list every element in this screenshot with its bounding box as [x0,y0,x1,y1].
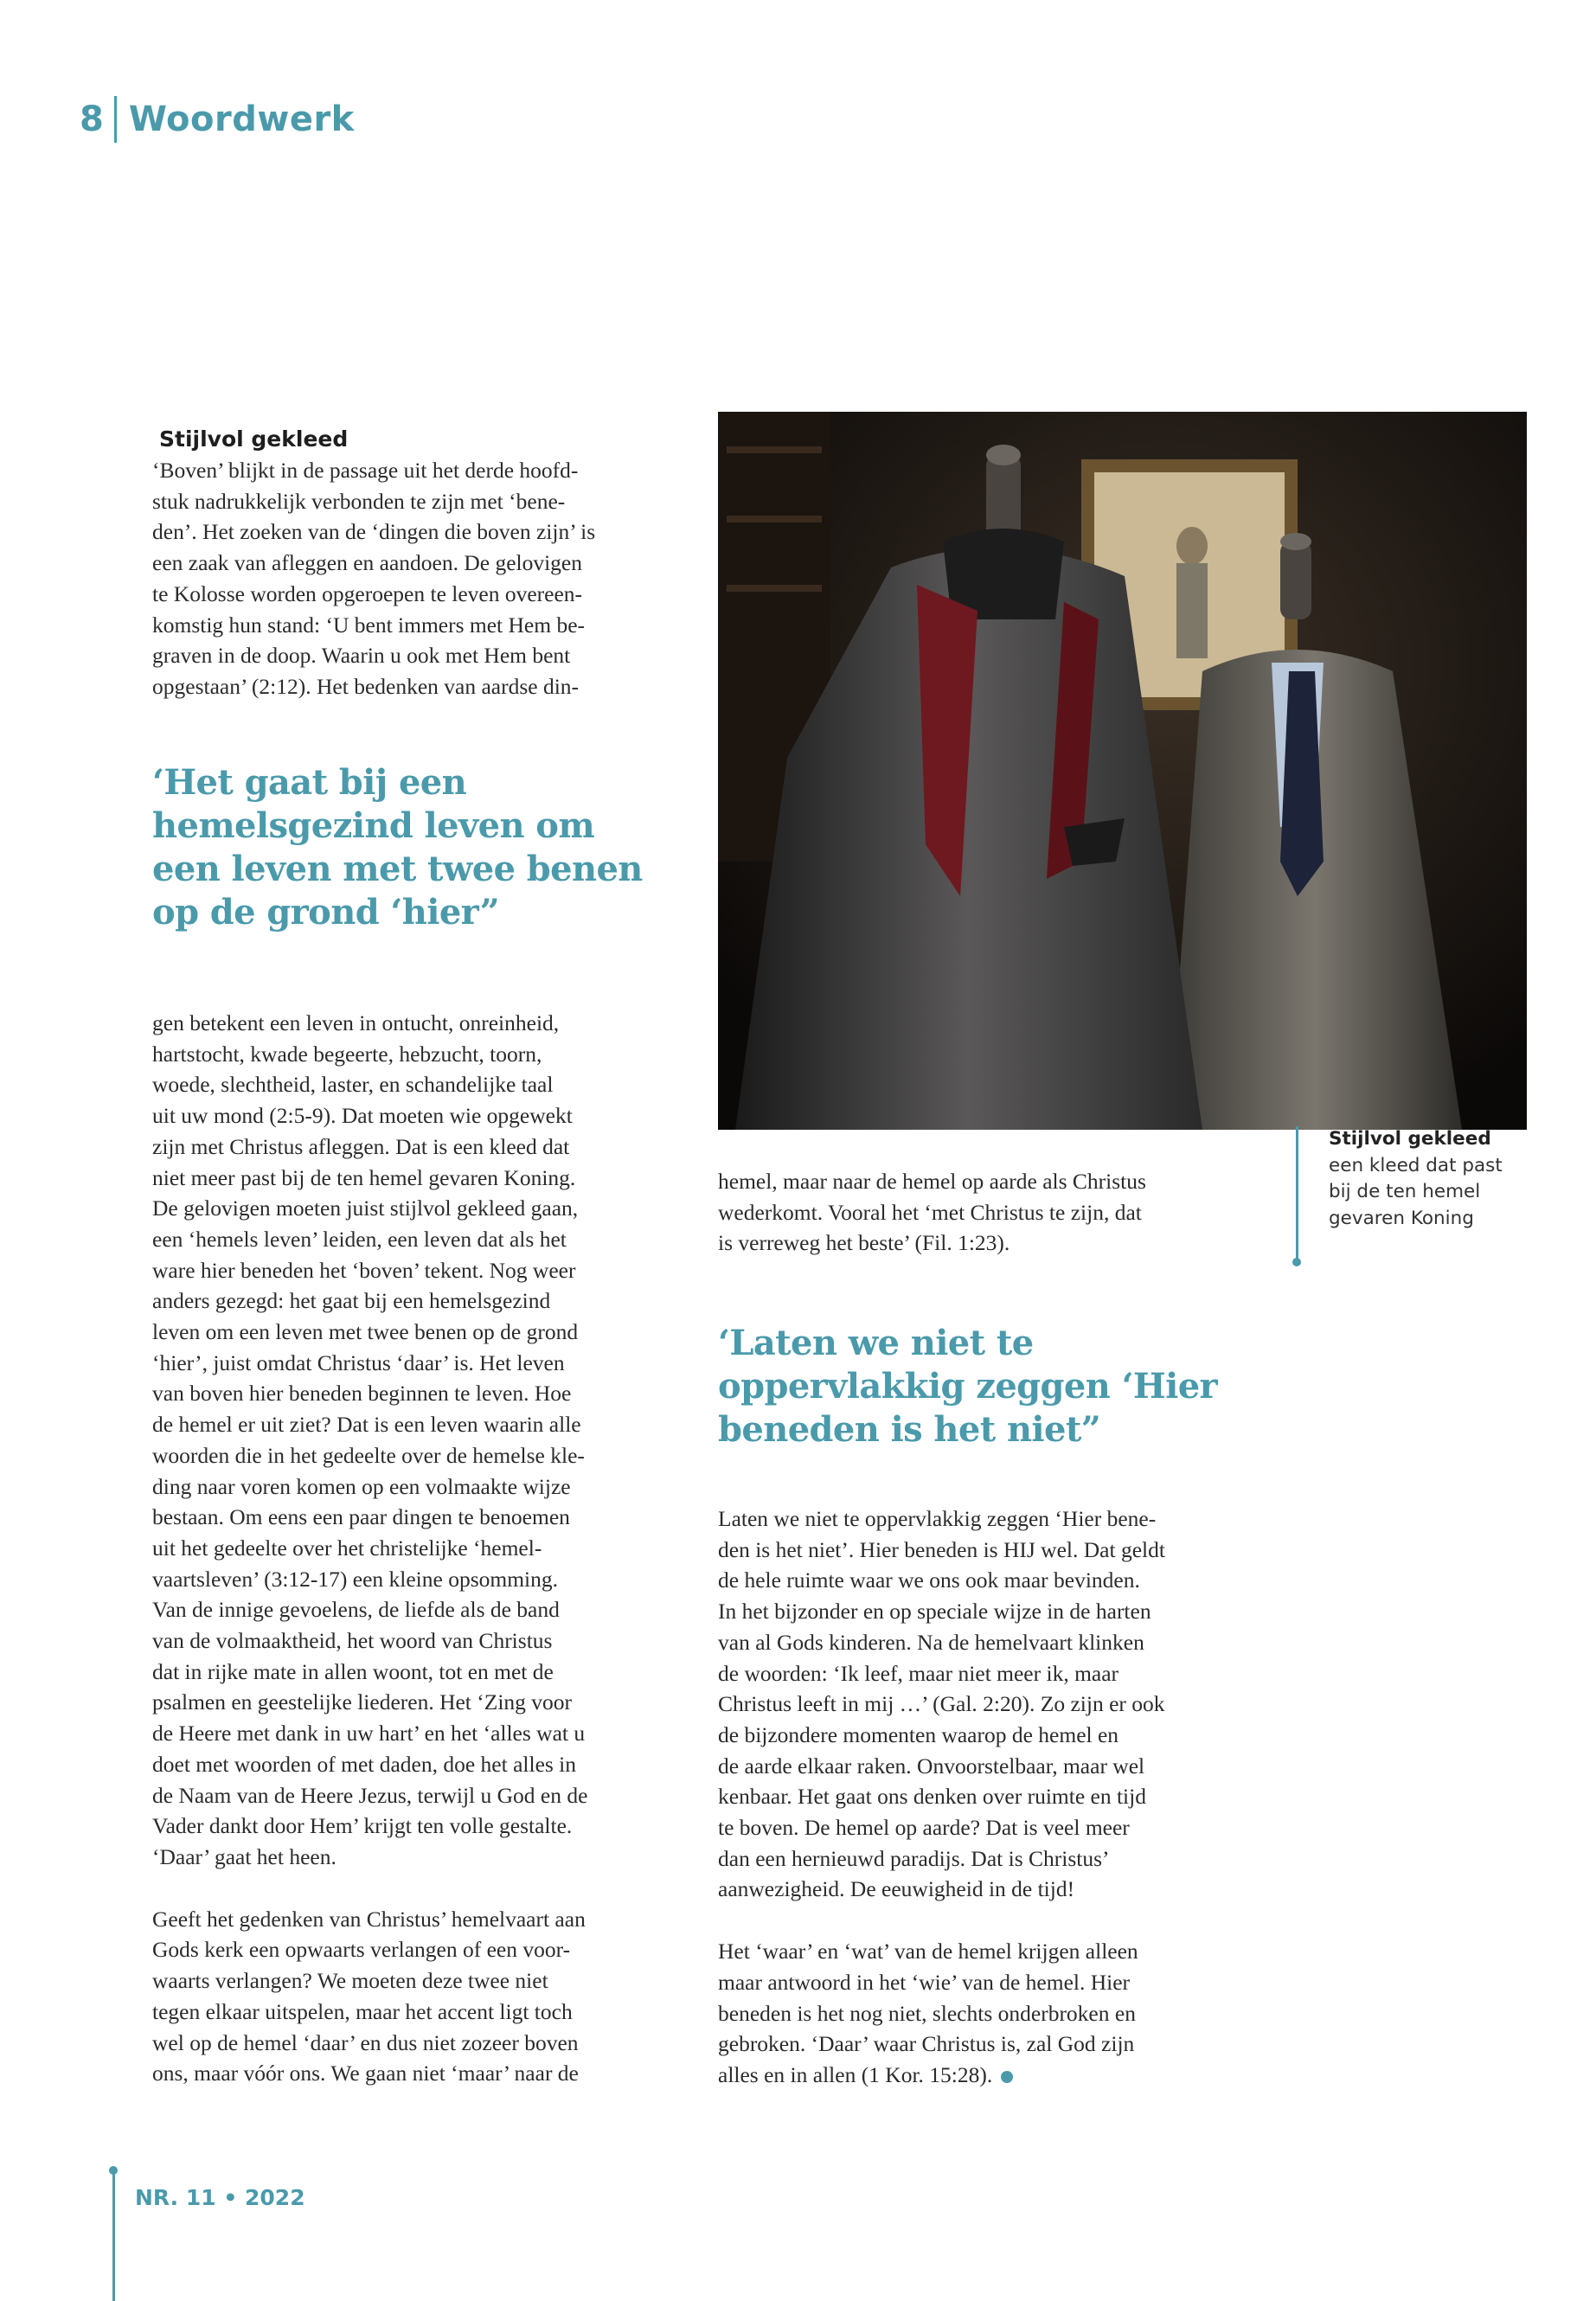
caption-title: Stijlvol gekleed [1329,1128,1491,1150]
body-paragraph: hemel, maar naar de hemel op aarde als Christus wederkomt. Vooral het ‘met Christus te zijn, dat is verreweg het beste’ (Fil. 1:23). [718,1169,1146,1256]
footer-line [112,2173,115,2301]
intro-paragraph: ‘Boven’ blijkt in de passage uit het derde hoofd- stuk nadrukkelijk verbonden te zijn met ‘bene- den’. Het zoeken van de ‘dingen die boven zijn’ is een zaak van afleggen en aandoen. De gelovigen te Kolosse worden opgeroepen te leven overeen- komstig hun stand: ‘U bent immers met Hem be- graven in de doop. Waarin u ook met Hem bent opgestaan’ (2:12). Het bedenken van aardse din- [152,458,596,699]
subheading: Stijlvol gekleed [159,426,349,452]
mannequin-suits-image [718,412,1527,1130]
suits-photo [718,412,1527,1130]
body-paragraph: Geeft het gedenken van Christus’ hemelvaart aan Gods kerk een opwaarts verlangen of een voor- waarts verlangen? We moeten deze twee niet tegen elkaar uitspelen, maar het accent ligt toch wel op de hemel ‘daar’ en dus niet zozeer boven ons, maar vóór ons. We gaan niet ‘maar’ naar de [152,1906,586,2086]
body-paragraph: Laten we niet te oppervlakkig zeggen ‘Hier bene- den is het niet’. Hier beneden is HIJ wel. Dat geldt de hele ruimte waar we ons ook maar bevinden. In het bijzonder en op speciale wijze in de harten van al Gods kinderen. Na de hemelvaart klinken de woorden: ‘Ik leef, maar niet meer ik, maar Christus leeft in mij …’ (Gal. 2:20). Zo zijn er ook de bijzondere momenten waarop de hemel en de aarde elkaar raken. Onvoorstelbaar, maar wel kenbaar. Het gaat ons denken over ruimte en tijd te boven. De hemel op aarde? Dat is veel meer dan een hernieuwd paradijs. Dat is Christus’ aanwezigheid. De eeuwigheid in de tijd! [718,1506,1165,1902]
issue-number: NR. 11 • 2022 [135,2185,305,2210]
column-2-bottom [718,1503,1272,2091]
page-header [80,93,355,145]
column-1-top [152,424,689,702]
caption-dot [1292,1258,1301,1266]
column-2-top [718,1166,1272,1259]
section-title: Woordwerk [128,99,355,139]
caption-line [1296,1126,1298,1261]
column-1-bottom [152,1008,706,2089]
caption-text: een kleed dat past bij de ten hemel gevaren Koning [1329,1154,1503,1229]
header-divider [114,96,117,143]
end-mark-icon [1001,2071,1013,2083]
body-paragraph: gen betekent een leven in ontucht, onreinheid, hartstocht, kwade begeerte, hebzucht, toorn, woede, slechtheid, laster, en schandelijke taal uit uw mond (2:5-9). Dat moeten wie opgewekt zijn met Christus afleggen. Dat is een kleed dat niet meer past bij de ten hemel gevaren Koning. De gelovigen moeten juist stijlvol gekleed gaan, een ‘hemels leven’ leiden, een leven dat als het ware hier beneden het ‘boven’ tekent. Nog weer anders gezegd: het gaat bij een hemelsgezind leven om een leven met twee benen op de grond ‘hier’, juist omdat Christus ‘daar’ is. Het leven van boven hier beneden beginnen te leven. Hoe de hemel er uit ziet? Dat is een leven waarin alle woorden die in het gedeelte over de hemelse kle- ding naar voren komen op een volmaakte wijze bestaan. Om eens een paar dingen te benoemen uit het gedeelte over het christelijke ‘hemel- vaartsleven’ (3:12-17) een kleine opsomming. Van de innige gevoelens, de liefde als de band van de volmaaktheid, het woord van Christus dat in rijke mate in allen woont, tot en met de psalmen en geestelijke liederen. Het ‘Zing voor de Heere met dank in uw hart’ en het ‘alles wat u doet met woorden of met daden, doe het alles in de Naam van de Heere Jezus, terwijl u God en de Vader dankt door Hem’ krijgt ten volle gestalte. ‘Daar’ gaat het heen. [152,1010,588,1869]
page-number: 8 [80,99,104,139]
footer-dot [109,2166,118,2175]
pull-quote-1: ‘Het gaat bij een hemelsgezind leven om een leven met twee benen op de grond ‘hier” [152,762,643,933]
pull-quote-2: ‘Laten we niet te oppervlakkig zeggen ‘Hier beneden is het niet” [718,1323,1218,1450]
body-paragraph: Het ‘waar’ en ‘wat’ van de hemel krijgen alleen maar antwoord in het ‘wie’ van de hemel. Hier beneden is het nog niet, slechts onderbroken en gebroken. ‘Daar’ waar Christus is, zal God zijn alles en in allen (1 Kor. 15:28). [718,1939,1138,2087]
photo-caption [1296,1126,1588,1232]
